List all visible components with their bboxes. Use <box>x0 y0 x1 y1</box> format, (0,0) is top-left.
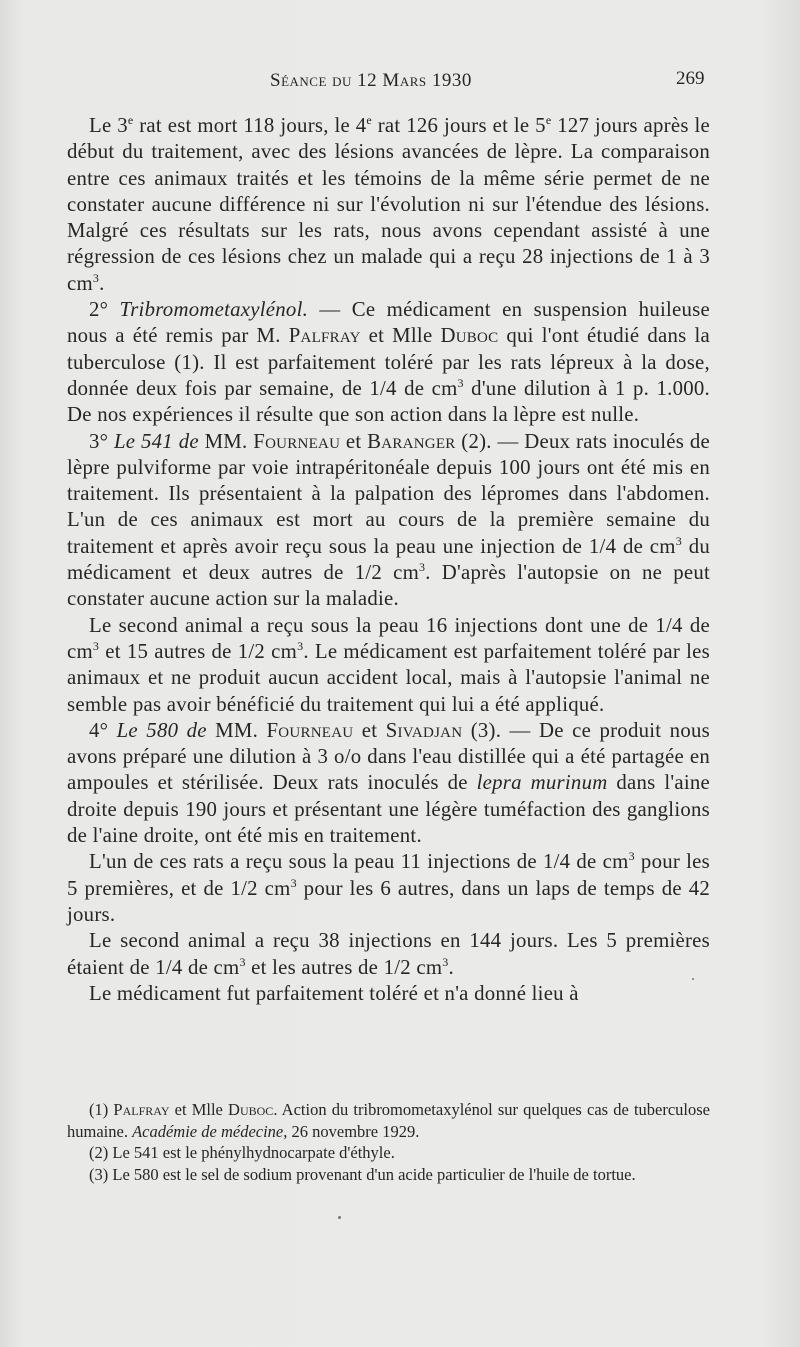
paragraph-2 <box>67 297 710 428</box>
paper-speck <box>692 978 694 980</box>
text-run: et <box>353 718 386 742</box>
section-number: 2° <box>89 298 109 322</box>
drug-name: Le 580 de <box>116 718 207 742</box>
author-name: Palfray <box>288 324 361 348</box>
text-run: (2). — Deux rats inoculés de lèpre pulviforme par voie intrapéritonéale depuis 100 jours ont été mis en traitement. Ils présentaient à la palpation des lépromes dans l'abdomen. L'un de ces animaux est mort au cours de la première semaine du traitement et après avoir reçu sous la peau une injection de 1/4 de $cm^3$ du médicament et deux autres de 1/2 $cm^3$. D'après l'autopsie on ne peut constater aucune action sur la maladie. <box>67 429 710 611</box>
section-number: 3° <box>89 429 109 453</box>
footnote-2: (2) Le 541 est le phénylhydnocarpate d'éthyle. <box>89 1143 395 1162</box>
text-run: et Mlle <box>360 324 441 348</box>
footnote-3: (3) Le 580 est le sel de sodium provenant d'un acide particulier de l'huile de tortue. <box>89 1164 636 1184</box>
author-name: Palfray <box>113 1100 170 1119</box>
text-run: — Ce médicament en suspension huileuse nous a été remis par M. <box>67 298 710 348</box>
page-number: 269 <box>676 68 705 89</box>
author-name: Fourneau <box>253 429 341 453</box>
paragraph-4: Le second animal a reçu sous la peau 16 injections dont une de 1/4 de $cm^3$ et 15 autres de 1/2 $cm^3$. Le médicament est parfaitement toléré par les animaux et ne produit aucun accident local, mais à l'autopsie l'animal ne semble pas avoir bénéficié du traitement qui lui a été appliqué. <box>67 613 710 716</box>
drug-name: Le 541 de <box>113 429 199 453</box>
text-run: qui l'ont étudié dans la tuberculose (1). Il est parfaitement toléré par les rats lépreux à la dose, donnée deux fois par semaine, de 1/4 de $cm^3$ d'une dilution à 1 p. 1.000. De nos expériences il résulte que son action dans la lèpre est nulle. <box>67 324 711 427</box>
text-run: (3). — De ce produit nous avons préparé une dilution à 3 o/o dans l'eau distillée qui a été partagée en ampoules et stérilisée. Deux rats inoculés de <box>67 718 710 795</box>
paragraph-1: Le 3e rat est mort 118 jours, le 4e rat 126 jours et le 5e 127 jours après le début du traitement, avec des lésions avancées de lèpre. La comparaison entre ces animaux traités et les témoins de la même série permet de ne constater aucune différence ni sur l'évolution ni sur l'étendue des lésions. Malgré ces résultats sur les rats, nous avons cependant assisté à une régression de ces lésions chez un malade qui a reçu 28 injections de 1 à 3 $cm^3$. <box>67 113 710 295</box>
footnote-mark: (1) <box>89 1100 109 1119</box>
running-title: Séance du 12 Mars 1930 <box>270 70 472 91</box>
section-number: 4° <box>89 718 109 742</box>
text-run: MM. <box>206 718 267 742</box>
author-name: Baranger <box>367 429 456 453</box>
text-run: , 26 novembre 1929. <box>283 1121 420 1141</box>
paragraph-5 <box>67 718 710 849</box>
author-name: Duboc <box>440 324 499 348</box>
paragraph-3 <box>67 429 710 613</box>
text-run: et <box>340 429 368 453</box>
author-name: Duboc <box>228 1100 274 1119</box>
paragraph-8: Le médicament fut parfaitement toléré et n'a donné lieu à <box>89 981 579 1005</box>
drug-name: Tribromometaxylénol. <box>119 298 309 322</box>
text-run: et Mlle <box>169 1100 229 1119</box>
text-run: MM. <box>198 429 254 453</box>
text-run: . Action du tribromometaxylénol sur quelques cas de tuberculose humaine. <box>67 1100 710 1141</box>
text-run: dans l'aine droite depuis 190 jours et présentant une légère tuméfaction des ganglions de l'aine droite, ont été mis en traitement. <box>67 771 711 848</box>
paragraph-7: Le second animal a reçu 38 injections en 144 jours. Les 5 premières étaient de 1/4 de $cm^3$ et les autres de 1/2 $cm^3$. <box>67 929 710 979</box>
paragraph-6: L'un de ces rats a reçu sous la peau 11 injections de 1/4 de $cm^3$ pour les 5 premières, et de 1/2 $cm^3$ pour les 6 autres, dans un laps de temps de 42 jours. <box>67 849 711 926</box>
body-text <box>67 113 710 1007</box>
journal-name: Académie de médecine <box>132 1121 284 1141</box>
author-name: Sivadjan <box>385 718 463 742</box>
author-name: Fourneau <box>266 718 354 742</box>
species-name: lepra murinum <box>476 771 608 795</box>
footnotes <box>67 1099 710 1185</box>
footnote-1 <box>67 1099 710 1142</box>
paper-speck <box>338 1216 341 1219</box>
page-header <box>0 64 800 94</box>
